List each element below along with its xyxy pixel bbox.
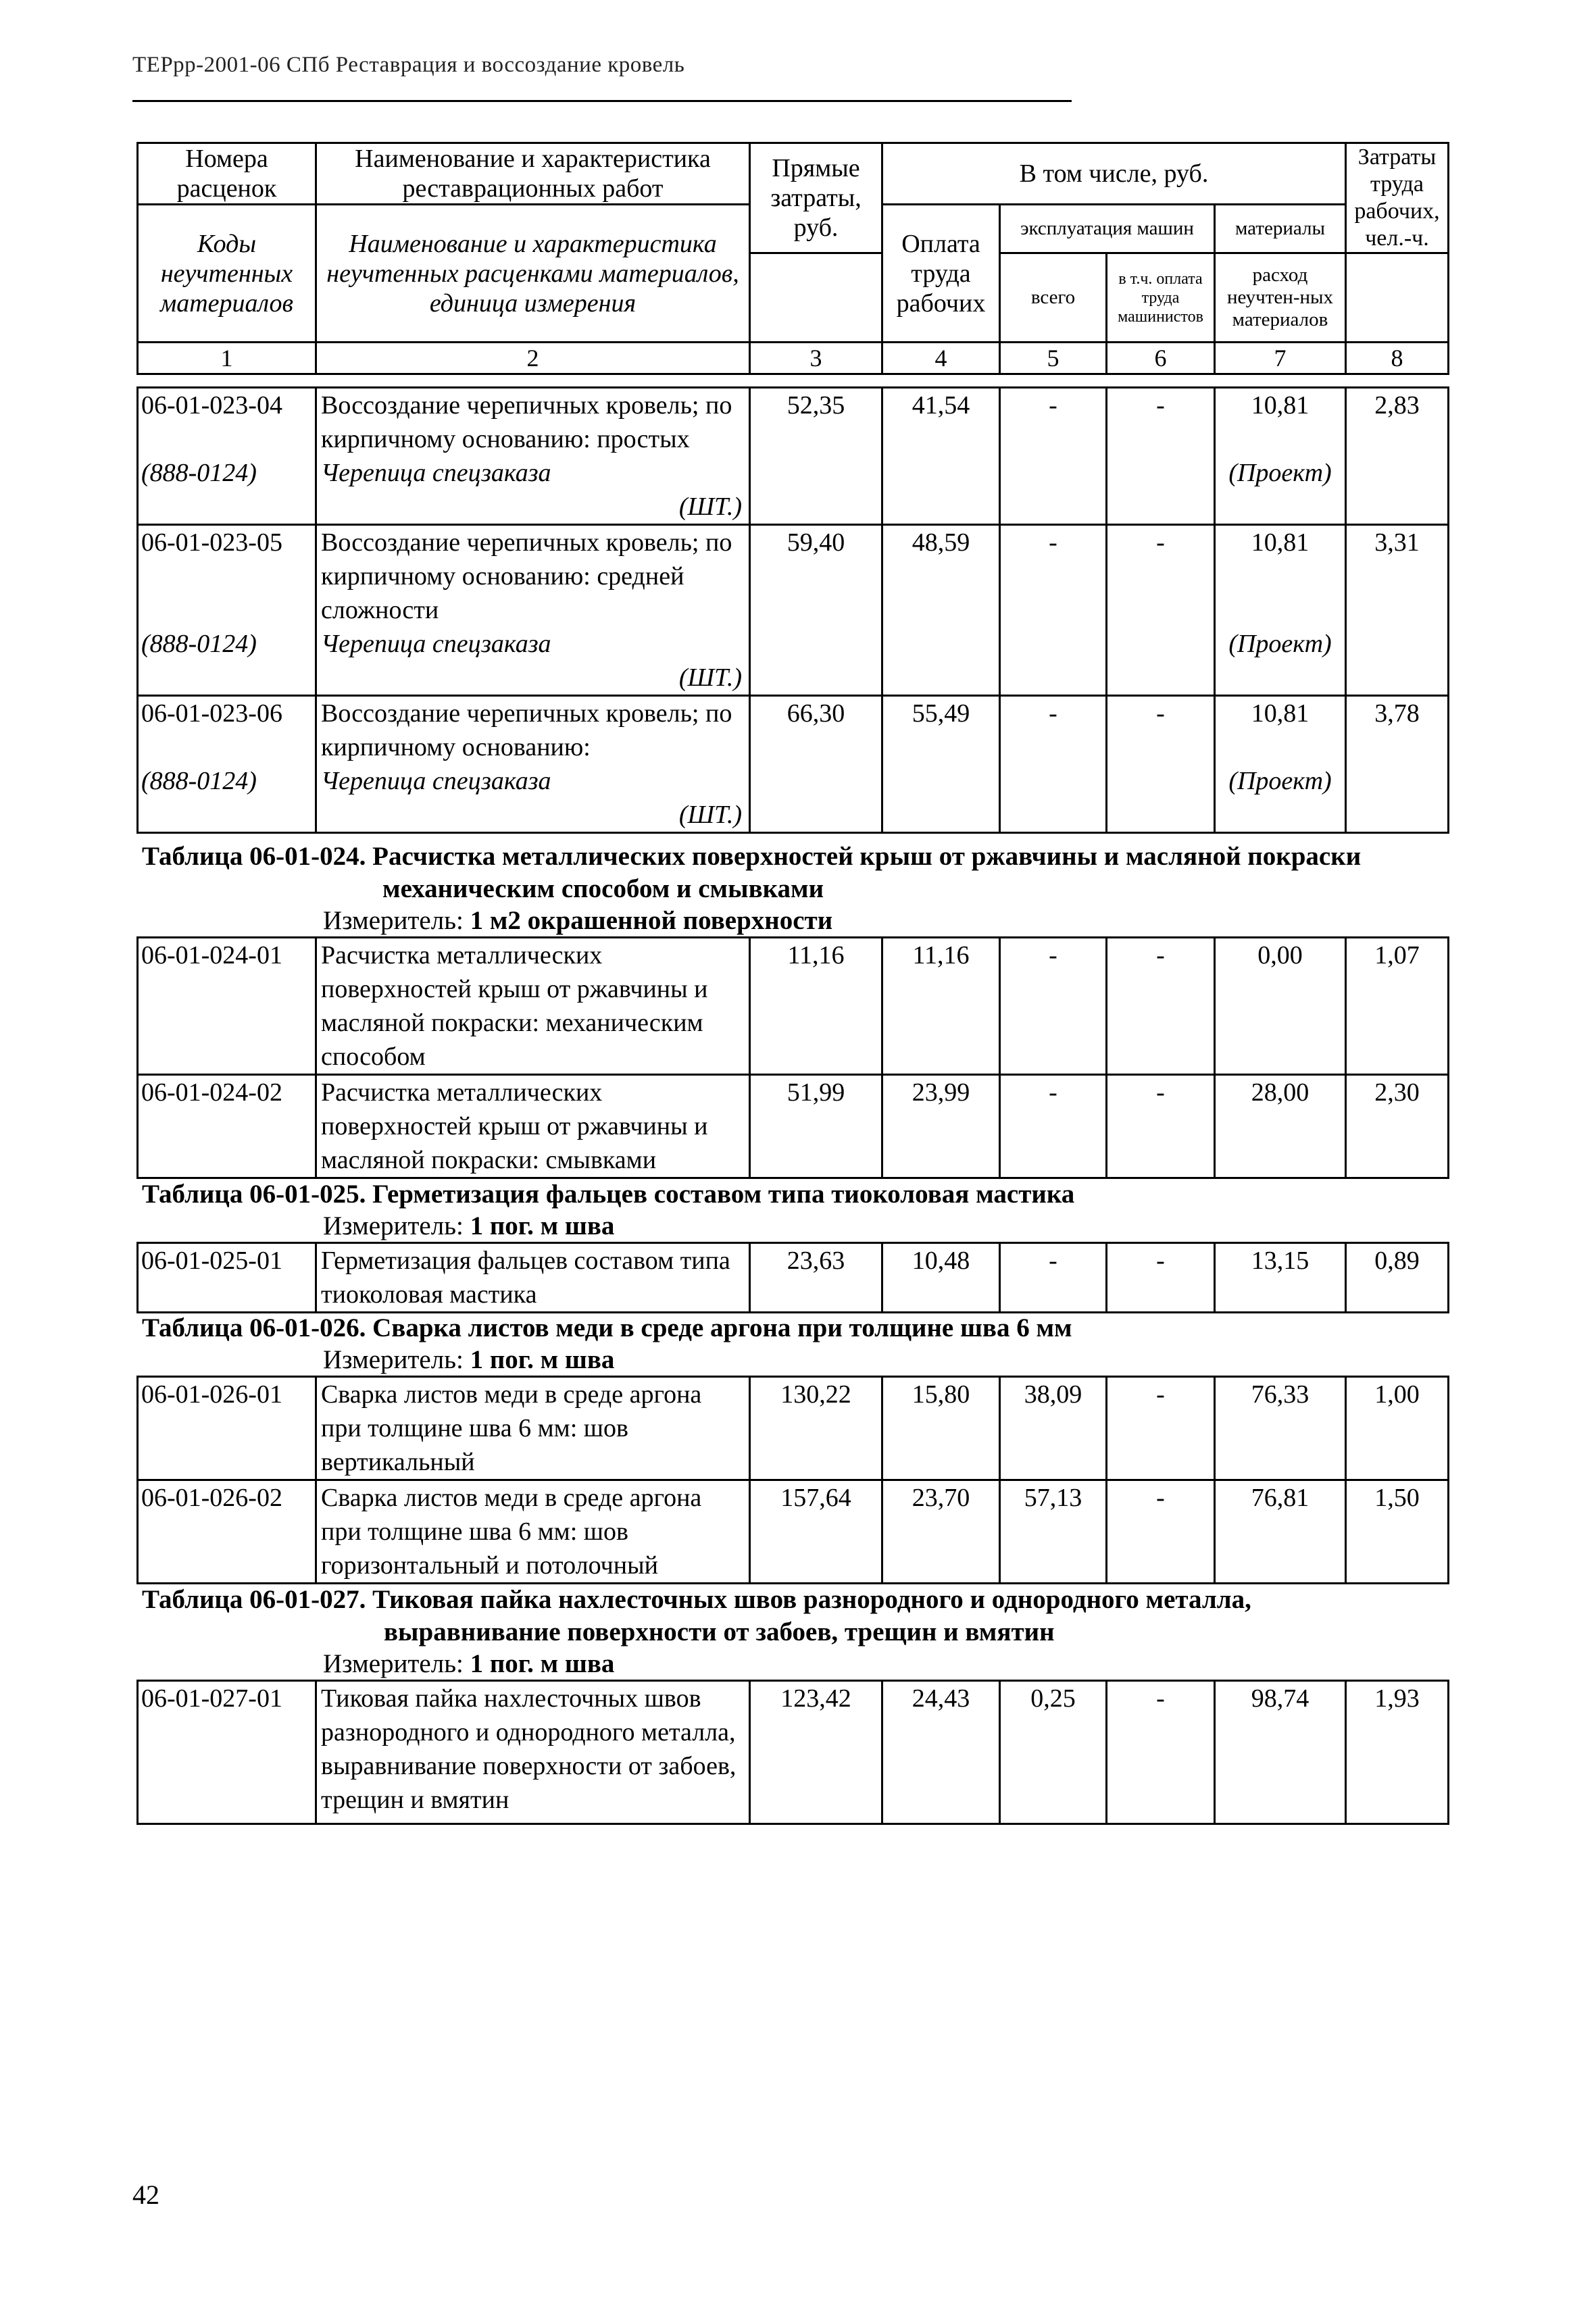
table-title: Таблица 06-01-025. Герметизация фальцев составом типа тиоколовая мастика xyxy=(142,1180,1075,1209)
column-header-table xyxy=(136,142,1449,375)
material-cost: 76,81 xyxy=(1215,1480,1346,1584)
col-direct-cont xyxy=(750,253,882,343)
machine-labor-cost: - xyxy=(1107,525,1215,696)
machine-labor-cost: - xyxy=(1107,1377,1215,1480)
rate-name: Сварка листов меди в среде аргона при толщине шва 6 мм: шов горизонтальный и потолочный xyxy=(316,1480,750,1584)
col-name-top: Наименование и характеристика реставрационных работ xyxy=(316,143,750,205)
machine-cost: 57,13 xyxy=(1000,1480,1107,1584)
material-code: (888-0124) xyxy=(141,630,257,658)
measure-unit: Измеритель: 1 пог. м шва xyxy=(323,1345,615,1374)
labor-cost: 55,49 xyxy=(882,696,1000,833)
labor-hours: 1,00 xyxy=(1346,1377,1449,1480)
table-023 xyxy=(136,386,1449,834)
col-num-5: 5 xyxy=(1000,343,1107,374)
direct-cost: 59,40 xyxy=(750,525,882,696)
table-row xyxy=(138,696,1449,833)
rate-code: 06-01-027-01 xyxy=(138,1681,316,1824)
material-cost: 10,81 (Проект) xyxy=(1215,525,1346,696)
table-title: Таблица 06-01-026. Сварка листов меди в среде аргона при толщине шва 6 мм xyxy=(142,1313,1072,1342)
rate-name: Воссоздание черепичных кровель; по кирпичному основанию: Черепица спецзаказа (ШТ.) xyxy=(316,696,750,833)
machine-cost: - xyxy=(1000,525,1107,696)
direct-cost: 123,42 xyxy=(750,1681,882,1824)
table-row xyxy=(138,1480,1449,1584)
labor-cost: 24,43 xyxy=(882,1681,1000,1824)
material-unit: (ШТ.) xyxy=(678,493,742,521)
rate-name: Воссоздание черепичных кровель; по кирпичному основанию: простых Черепица спецзаказа (ШТ.) xyxy=(316,388,750,525)
labor-hours: 2,83 xyxy=(1346,388,1449,525)
direct-cost: 52,35 xyxy=(750,388,882,525)
machine-labor-cost: - xyxy=(1107,388,1215,525)
col-mat-unacc: расход неучтен-ных материалов xyxy=(1215,253,1346,343)
table-title-cont: механическим способом и смывками xyxy=(382,874,824,903)
measure-unit: Измеритель: 1 м2 окрашенной поверхности xyxy=(323,906,833,935)
measure-unit: Измеритель: 1 пог. м шва xyxy=(323,1211,615,1240)
rate-code: 06-01-025-01 xyxy=(138,1243,316,1313)
labor-hours: 0,89 xyxy=(1346,1243,1449,1313)
rate-name: Расчистка металлических поверхностей крыш от ржавчины и масляной покраски: смывками xyxy=(316,1075,750,1178)
material-cost: 0,00 xyxy=(1215,938,1346,1075)
col-codes-top: Номера расценок xyxy=(138,143,316,205)
col-incl: В том числе, руб. xyxy=(882,143,1346,205)
measure-unit: Измеритель: 1 пог. м шва xyxy=(323,1649,615,1678)
header-rule xyxy=(132,100,1072,102)
col-codes-bottom: Коды неучтенных материалов xyxy=(138,205,316,343)
col-num-8: 8 xyxy=(1346,343,1449,374)
material-unit: (ШТ.) xyxy=(678,663,742,692)
machine-cost: - xyxy=(1000,938,1107,1075)
table-row xyxy=(138,388,1449,525)
material-cost: 98,74 xyxy=(1215,1681,1346,1824)
col-num-4: 4 xyxy=(882,343,1000,374)
material-note: (Проект) xyxy=(1228,459,1332,487)
machine-cost: - xyxy=(1000,1243,1107,1313)
material-cost: 76,33 xyxy=(1215,1377,1346,1480)
material-unit: (ШТ.) xyxy=(678,801,742,829)
table-row xyxy=(138,1377,1449,1480)
machine-labor-cost: - xyxy=(1107,696,1215,833)
col-mach-labor: в т.ч. оплата труда машинистов xyxy=(1107,253,1215,343)
table-row xyxy=(138,1243,1449,1313)
labor-hours: 3,31 xyxy=(1346,525,1449,696)
table-row xyxy=(138,1681,1449,1824)
rate-code: 06-01-026-01 xyxy=(138,1377,316,1480)
labor-hours: 1,50 xyxy=(1346,1480,1449,1584)
col-num-6: 6 xyxy=(1107,343,1215,374)
rate-code: 06-01-024-02 xyxy=(138,1075,316,1178)
machine-labor-cost: - xyxy=(1107,1075,1215,1178)
labor-cost: 41,54 xyxy=(882,388,1000,525)
material-cost: 28,00 xyxy=(1215,1075,1346,1178)
labor-hours: 2,30 xyxy=(1346,1075,1449,1178)
table-026 xyxy=(136,1376,1449,1584)
direct-cost: 51,99 xyxy=(750,1075,882,1178)
material-cost: 13,15 xyxy=(1215,1243,1346,1313)
labor-cost: 23,99 xyxy=(882,1075,1000,1178)
col-num-7: 7 xyxy=(1215,343,1346,374)
col-labor: Оплата труда рабочих xyxy=(882,205,1000,343)
direct-cost: 23,63 xyxy=(750,1243,882,1313)
material-name: Черепица спецзаказа xyxy=(321,459,551,487)
material-code: (888-0124) xyxy=(141,459,257,487)
machine-labor-cost: - xyxy=(1107,1681,1215,1824)
rate-code: 06-01-023-04 (888-0124) xyxy=(138,388,316,525)
col-num-2: 2 xyxy=(316,343,750,374)
rate-name: Тиковая пайка нахлесточных швов разнородного и однородного металла, выравнивание поверхности от забоев, трещин и вмятин xyxy=(316,1681,750,1824)
col-hours-cont xyxy=(1346,253,1449,343)
material-code: (888-0124) xyxy=(141,767,257,795)
table-title-cont: выравнивание поверхности от забоев, трещин и вмятин xyxy=(384,1617,1055,1646)
labor-cost: 23,70 xyxy=(882,1480,1000,1584)
machine-cost: - xyxy=(1000,1075,1107,1178)
material-cost: 10,81 (Проект) xyxy=(1215,388,1346,525)
direct-cost: 130,22 xyxy=(750,1377,882,1480)
table-row xyxy=(138,938,1449,1075)
material-note: (Проект) xyxy=(1228,767,1332,795)
labor-cost: 15,80 xyxy=(882,1377,1000,1480)
col-hours: Затраты труда рабочих, чел.-ч. xyxy=(1346,143,1449,253)
labor-hours: 1,07 xyxy=(1346,938,1449,1075)
rate-code: 06-01-026-02 xyxy=(138,1480,316,1584)
machine-cost: - xyxy=(1000,388,1107,525)
material-note: (Проект) xyxy=(1228,630,1332,658)
table-title: Таблица 06-01-024. Расчистка металлических поверхностей крыш от ржавчины и масляной покраски xyxy=(142,842,1362,871)
machine-labor-cost: - xyxy=(1107,1480,1215,1584)
direct-cost: 66,30 xyxy=(750,696,882,833)
material-name: Черепица спецзаказа xyxy=(321,630,551,658)
machine-cost: 38,09 xyxy=(1000,1377,1107,1480)
rate-name: Сварка листов меди в среде аргона при толщине шва 6 мм: шов вертикальный xyxy=(316,1377,750,1480)
labor-hours: 3,78 xyxy=(1346,696,1449,833)
material-cost: 10,81 (Проект) xyxy=(1215,696,1346,833)
table-row xyxy=(138,1075,1449,1178)
direct-cost: 11,16 xyxy=(750,938,882,1075)
labor-cost: 48,59 xyxy=(882,525,1000,696)
rate-code: 06-01-023-06 (888-0124) xyxy=(138,696,316,833)
table-row xyxy=(138,525,1449,696)
table-025 xyxy=(136,1242,1449,1313)
col-direct: Прямые затраты, руб. xyxy=(750,143,882,253)
machine-labor-cost: - xyxy=(1107,1243,1215,1313)
machine-cost: 0,25 xyxy=(1000,1681,1107,1824)
rate-code: 06-01-024-01 xyxy=(138,938,316,1075)
machine-labor-cost: - xyxy=(1107,938,1215,1075)
col-name-bottom: Наименование и характеристика неучтенных расценками материалов, единица измерения xyxy=(316,205,750,343)
labor-cost: 11,16 xyxy=(882,938,1000,1075)
material-name: Черепица спецзаказа xyxy=(321,767,551,795)
running-title: ТЕРрр-2001-06 СПб Реставрация и воссоздание кровель xyxy=(132,53,685,77)
col-machines: эксплуатация машин xyxy=(1000,205,1215,253)
col-num-3: 3 xyxy=(750,343,882,374)
col-mach-total: всего xyxy=(1000,253,1107,343)
col-num-1: 1 xyxy=(138,343,316,374)
table-027 xyxy=(136,1680,1449,1825)
machine-cost: - xyxy=(1000,696,1107,833)
rate-name: Воссоздание черепичных кровель; по кирпичному основанию: средней сложности Черепица спецзаказа (ШТ.) xyxy=(316,525,750,696)
labor-hours: 1,93 xyxy=(1346,1681,1449,1824)
rate-name: Герметизация фальцев составом типа тиоколовая мастика xyxy=(316,1243,750,1313)
page-number: 42 xyxy=(132,2180,159,2210)
rate-name: Расчистка металлических поверхностей крыш от ржавчины и масляной покраски: механическим способом xyxy=(316,938,750,1075)
direct-cost: 157,64 xyxy=(750,1480,882,1584)
table-024 xyxy=(136,936,1449,1179)
rate-code: 06-01-023-05 (888-0124) xyxy=(138,525,316,696)
labor-cost: 10,48 xyxy=(882,1243,1000,1313)
table-title: Таблица 06-01-027. Тиковая пайка нахлесточных швов разнородного и однородного металла, xyxy=(142,1585,1251,1614)
col-materials: материалы xyxy=(1215,205,1346,253)
